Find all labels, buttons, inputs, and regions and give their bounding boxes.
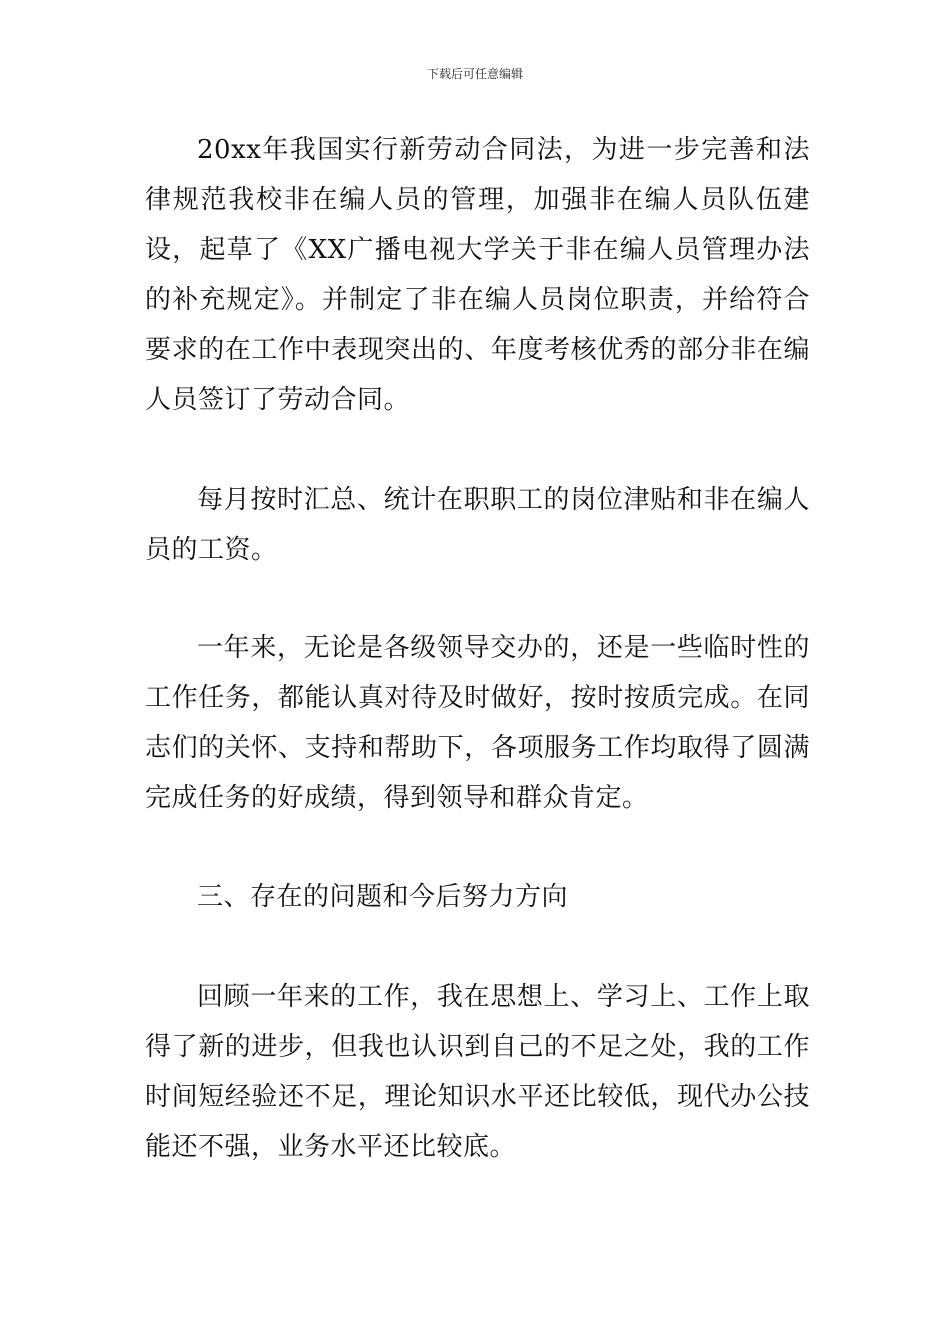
paragraph-text: 每月按时汇总、统计在职职工的岗位津贴和非在编人员的工资。: [145, 485, 810, 565]
paragraph-text: 回顾一年来的工作，我在思想上、学习上、工作上取得了新的进步，但我也认识到自己的不足之处，我的工作时间短经验还不足，理论知识水平还比较低，现代办公技能还不强，业务水平还比较底。: [145, 982, 810, 1162]
page-header-note: 下载后可任意编辑: [426, 67, 523, 81]
paragraph-text: 20xx年我国实行新劳动合同法，为进一步完善和法律规范我校非在编人员的管理，加强非在编人员队伍建设，起草了《XX广播电视大学关于非在编人员管理办法的补充规定》。并制定了非在编人员岗位职责，并给符合要求的在工作中表现突出的、年度考核优秀的部分非在编人员签订了劳动合同。: [145, 135, 810, 415]
section-heading-text: 三、存在的问题和今后努力方向: [197, 882, 569, 912]
section-heading-problems: [145, 872, 810, 922]
paragraph-salary-summary: [145, 475, 810, 575]
paragraph-text: 一年来，无论是各级领导交办的，还是一些临时性的工作任务，都能认真对待及时做好，按时按质完成。在同志们的关怀、支持和帮助下，各项服务工作均取得了圆满完成任务的好成绩，得到领导和群众肯定。: [145, 633, 810, 813]
paragraph-tasks-completed: [145, 623, 810, 823]
paragraph-labor-contract: [145, 125, 810, 425]
paragraph-review: [145, 972, 810, 1172]
